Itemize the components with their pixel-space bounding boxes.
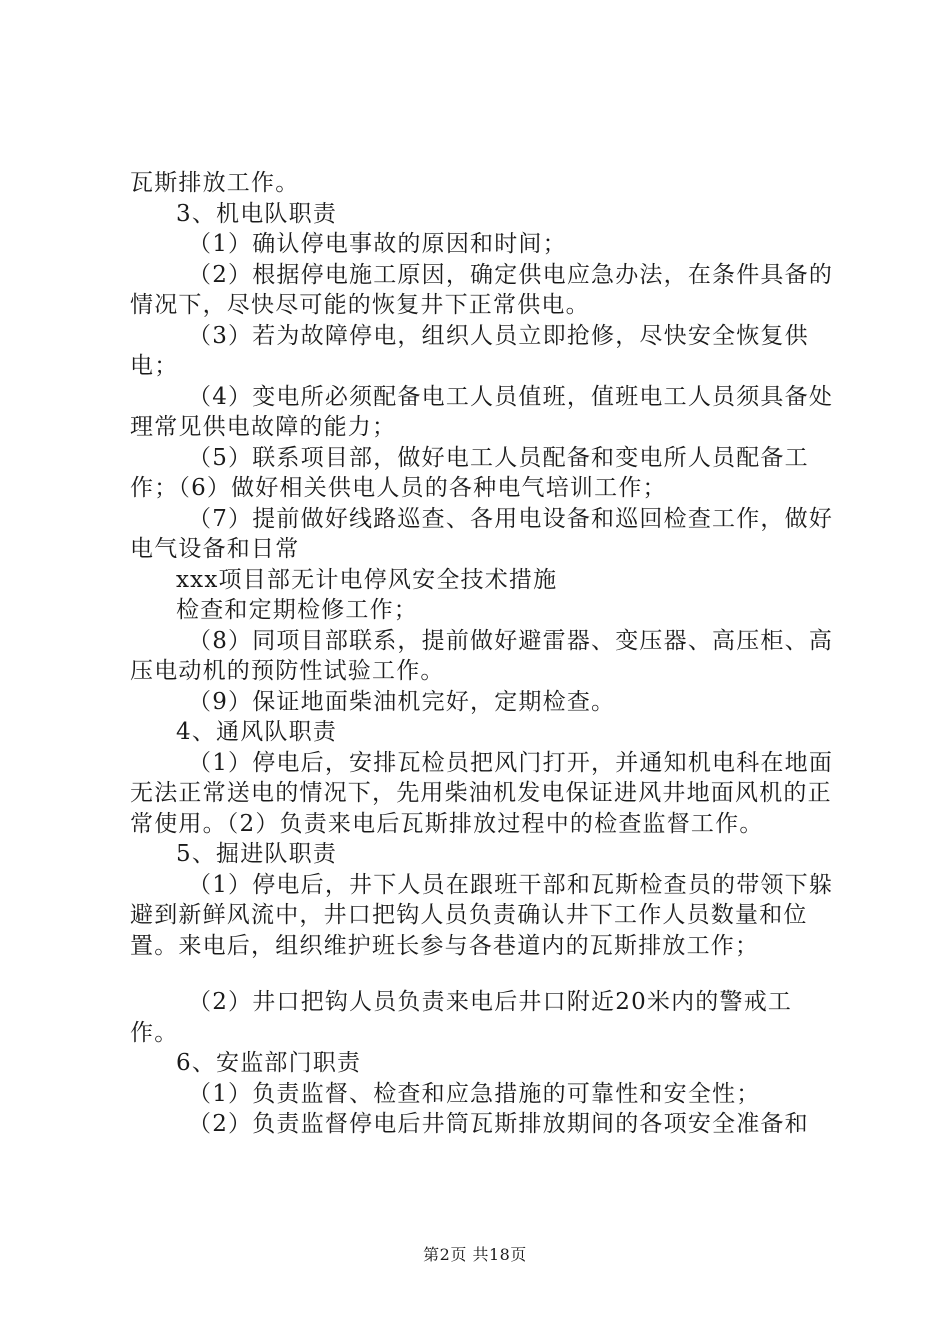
section-heading: 5、掘进队职责 xyxy=(176,841,338,867)
paragraph: （1）停电后，安排瓦检员把风门打开，并通知机电科在地面无法正常送电的情况下，先用柴油机发电保证进风井地面风机的正常使用。（2）负责来电后瓦斯排放过程中的检查监督工作。 xyxy=(130,749,834,837)
paragraph: 瓦斯排放工作。 xyxy=(130,170,300,196)
paragraph: （1）停电后，井下人员在跟班干部和瓦斯检查员的带领下躲避到新鲜风流中，井口把钩人员负责确认井下工作人员数量和位置。来电后，组织维护班长参与各巷道内的瓦斯排放工作； xyxy=(130,871,834,959)
paragraph: （4）变电所必须配备电工人员值班，值班电工人员须具备处理常见供电故障的能力； xyxy=(130,383,834,440)
paragraph: （5）联系项目部，做好电工人员配备和变电所人员配备工作；（6）做好相关供电人员的各种电气培训工作； xyxy=(130,444,809,501)
paragraph: （1）确认停电事故的原因和时间； xyxy=(188,231,567,257)
paragraph: 检查和定期检修工作； xyxy=(176,597,418,623)
document-body xyxy=(130,168,835,1140)
section-heading: 3、机电队职责 xyxy=(176,200,338,227)
paragraph: （1）负责监督、检查和应急措施的可靠性和安全性； xyxy=(188,1080,761,1107)
paragraph: （8）同项目部联系，提前做好避雷器、变压器、高压柜、高压电动机的预防性试验工作。 xyxy=(130,627,834,684)
paragraph: （2）负责监督停电后井筒瓦斯排放期间的各项安全准备和 xyxy=(188,1111,809,1137)
paragraph-gap xyxy=(130,961,835,987)
page-footer: 第2页 共18页 xyxy=(423,1245,527,1264)
paragraph: （3）若为故障停电，组织人员立即抢修，尽快安全恢复供电； xyxy=(130,322,809,379)
paragraph: （2）根据停电施工原因，确定供电应急办法，在条件具备的情况下，尽快尽可能的恢复井下正常供电。 xyxy=(130,261,834,318)
paragraph: （2）井口把钩人员负责来电后井口附近20米内的警戒工作。 xyxy=(130,989,793,1046)
section-heading: 4、通风队职责 xyxy=(176,719,338,745)
section-heading: 6、安监部门职责 xyxy=(176,1050,362,1076)
paragraph: （7）提前做好线路巡查、各用电设备和巡回检查工作，做好电气设备和日常 xyxy=(130,505,834,562)
paragraph: （9）保证地面柴油机完好，定期检查。 xyxy=(188,688,616,715)
inline-title: xxx项目部无计电停风安全技术措施 xyxy=(176,566,558,593)
